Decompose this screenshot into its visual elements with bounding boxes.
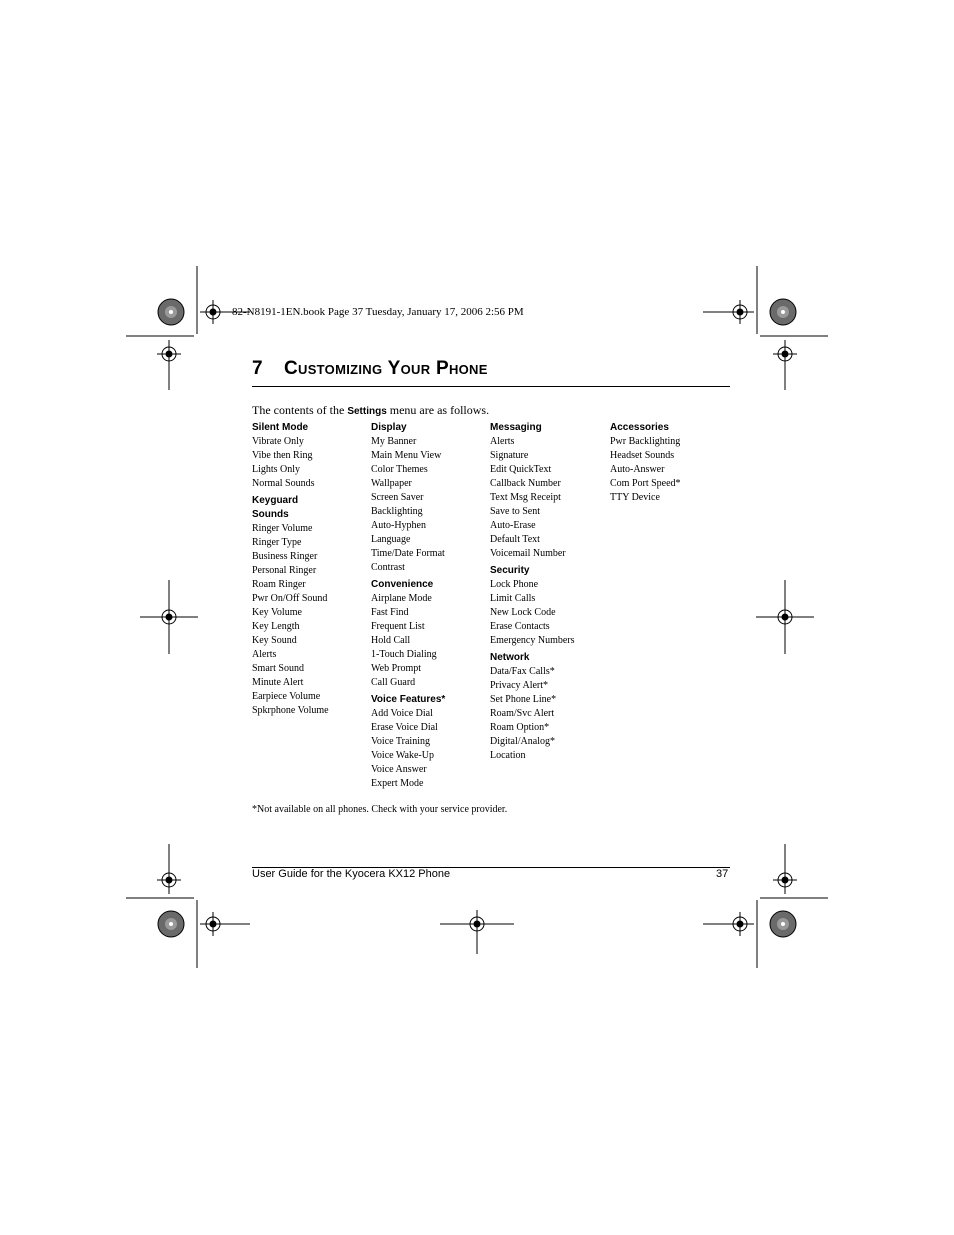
menu-item: Key Sound [252,635,297,646]
menu-item: Data/Fax Calls* [490,666,555,677]
page-number: 37 [716,868,729,880]
menu-item: Time/Date Format [371,548,445,559]
intro-keyword: Settings [347,406,387,417]
menu-item: Save to Sent [490,506,540,517]
menu-item: Main Menu View [371,450,442,461]
section-heading: Messaging [490,422,542,433]
menu-item: Expert Mode [371,778,424,789]
menu-item: Add Voice Dial [371,708,433,719]
menu-item: Auto-Answer [610,464,665,475]
menu-item: Lock Phone [490,579,539,590]
menu-item: Signature [490,450,529,461]
menu-item: Pwr Backlighting [610,436,681,447]
section-heading: Convenience [371,579,434,590]
menu-item: Hold Call [371,635,411,646]
menu-item: Earpiece Volume [252,691,321,702]
menu-item: Voice Training [371,736,430,747]
menu-item: Emergency Numbers [490,635,575,646]
menu-item: Lights Only [252,464,301,475]
menu-item: Com Port Speed* [610,478,681,489]
menu-item: Digital/Analog* [490,736,555,747]
menu-item: Business Ringer [252,551,318,562]
menu-item: Frequent List [371,621,425,632]
section-heading: Display [371,422,407,433]
menu-item: Roam/Svc Alert [490,708,555,719]
intro-text-before: The contents of the [252,403,348,417]
menu-item: Personal Ringer [252,565,317,576]
section-heading: Keyguard [252,495,299,506]
section-heading: Accessories [610,422,669,433]
menu-item: Contrast [371,562,405,573]
chapter-heading [252,358,488,380]
menu-item: Roam Ringer [252,579,306,590]
menu-item: Key Length [252,621,300,632]
menu-item: Alerts [252,649,277,660]
menu-item: Erase Voice Dial [371,722,438,733]
chapter-title: Customizing Your Phone [284,358,488,379]
menu-item: 1-Touch Dialing [371,649,437,660]
book-slug-line: 82-N8191-1EN.book Page 37 Tuesday, January 17, 2006 2:56 PM [232,306,524,318]
chapter-number: 7 [252,358,263,379]
menu-item: My Banner [371,436,417,447]
menu-item: Privacy Alert* [490,680,549,691]
menu-item: TTY Device [610,492,660,503]
footer-guide-title: User Guide for the Kyocera KX12 Phone [252,868,451,880]
menu-column [610,421,728,505]
menu-item: Screen Saver [371,492,424,503]
menu-item: Edit QuickText [490,464,552,475]
menu-item: Headset Sounds [610,450,675,461]
section-heading: Silent Mode [252,422,309,433]
menu-column [252,421,370,718]
section-heading: Sounds [252,509,289,520]
menu-item: Spkrphone Volume [252,705,329,716]
menu-item: Airplane Mode [371,593,432,604]
menu-item: Language [371,534,411,545]
menu-item: Erase Contacts [490,621,550,632]
menu-item: New Lock Code [490,607,556,618]
menu-item: Vibrate Only [252,436,304,447]
menu-item: Minute Alert [252,677,304,688]
menu-item: Callback Number [490,478,561,489]
section-heading: Network [490,652,530,663]
menu-item: Set Phone Line* [490,694,557,705]
menu-item: Text Msg Receipt [490,492,561,503]
menu-item: Auto-Erase [490,520,536,531]
menu-item: Fast Find [371,607,409,618]
menu-item: Roam Option* [490,722,550,733]
menu-item: Vibe then Ring [252,450,313,461]
menu-item: Smart Sound [252,663,304,674]
menu-column [371,421,489,791]
menu-item: Default Text [490,534,540,545]
menu-item: Color Themes [371,464,428,475]
intro-text-after: menu are as follows. [386,403,490,417]
menu-item: Location [490,750,526,761]
menu-item: Pwr On/Off Sound [252,593,328,604]
menu-item: Voice Wake-Up [371,750,434,761]
menu-item: Alerts [490,436,515,447]
menu-item: Wallpaper [371,478,412,489]
menu-item: Ringer Type [252,537,302,548]
menu-item: Backlighting [371,506,423,517]
menu-item: Voicemail Number [490,548,566,559]
intro-paragraph [252,403,489,418]
menu-item: Limit Calls [490,593,536,604]
menu-item: Ringer Volume [252,523,313,534]
menu-item: Normal Sounds [252,478,315,489]
section-heading: Voice Features* [371,694,446,705]
menu-item: Voice Answer [371,764,427,775]
chapter-rule [252,386,730,387]
menu-item: Key Volume [252,607,302,618]
menu-item: Web Prompt [371,663,422,674]
menu-item: Call Guard [371,677,416,688]
menu-item: Auto-Hyphen [371,520,426,531]
section-heading: Security [490,565,530,576]
menu-column [490,421,608,763]
footnote: *Not available on all phones. Check with your service provider. [252,804,508,815]
